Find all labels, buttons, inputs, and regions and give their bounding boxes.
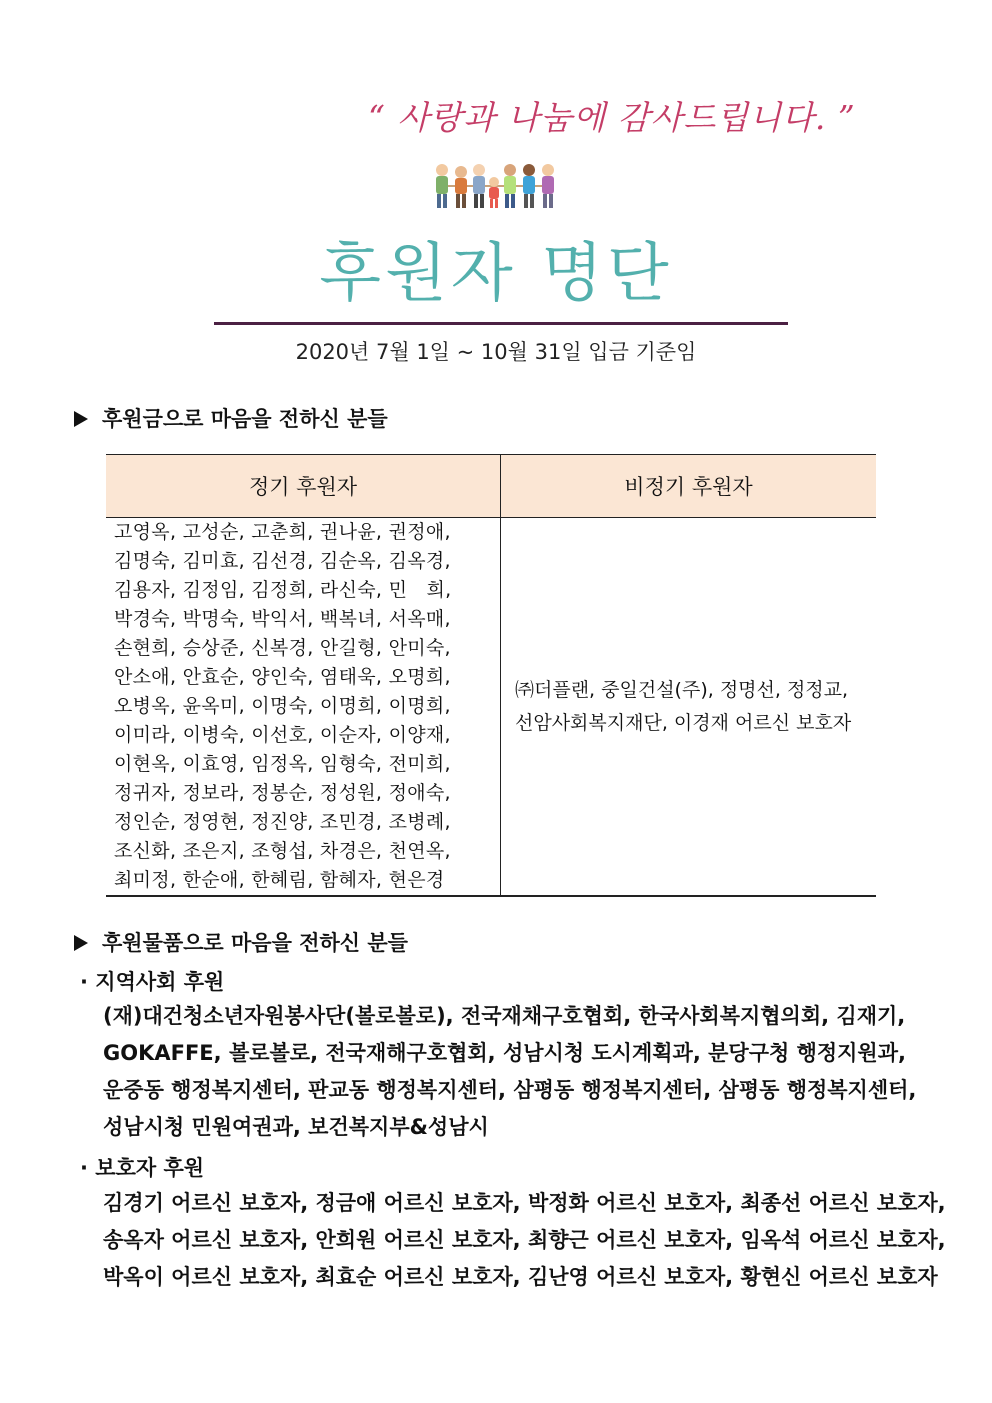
community-heading: · 지역사회 후원: [80, 970, 225, 994]
list-item: 고영옥, 고성순, 고춘희, 권나윤, 권정애,: [114, 521, 451, 543]
list-item: 오병옥, 윤옥미, 이명숙, 이명희, 이명희,: [114, 695, 451, 717]
triangle-bullet-icon: [74, 935, 88, 951]
list-item: 조신화, 조은지, 조형섭, 차경은, 천연옥,: [114, 840, 451, 862]
list-item: 송옥자 어르신 보호자, 안희원 어르신 보호자, 최향근 어르신 보호자, 임옥석 어르신 보호자,: [103, 1228, 946, 1252]
goods-heading-text: 후원물품으로 마음을 전하신 분들: [102, 931, 408, 955]
list-item: 성남시청 민원여권과, 보건복지부&성남시: [103, 1115, 489, 1139]
regular-donors-header: 정기 후원자: [106, 455, 501, 518]
slogan: “ 사랑과 나눔에 감사드립니다. ”: [368, 98, 856, 137]
irregular-donors-header: 비정기 후원자: [501, 455, 877, 518]
list-item: 안소애, 안효순, 양인숙, 염태욱, 오명희,: [114, 666, 451, 688]
page-title: 후원자 명단: [319, 237, 673, 311]
goods-heading: [74, 927, 408, 957]
list-item: (재)대건청소년자원봉사단(볼로볼로), 전국재채구호협회, 한국사회복지협의회, 김재기,: [103, 1004, 906, 1028]
list-item: 이현옥, 이효영, 임정옥, 임형숙, 전미희,: [114, 753, 451, 775]
list-item: 정인순, 정영현, 정진양, 조민경, 조병례,: [114, 811, 451, 833]
guardian-donors: [103, 1185, 946, 1296]
list-item: GOKAFFE, 볼로볼로, 전국재해구호협회, 성남시청 도시계획과, 분당구청 행정지원과,: [103, 1041, 906, 1065]
list-item: 이미라, 이병숙, 이선호, 이순자, 이양재,: [114, 724, 451, 746]
list-item: 손현희, 승상준, 신복경, 안길형, 안미숙,: [114, 637, 451, 659]
list-item: 김명숙, 김미효, 김선경, 김순옥, 김옥경,: [114, 550, 451, 572]
irregular-donors-cell: [501, 518, 877, 897]
community-donors: [103, 998, 933, 1146]
list-item: 선암사회복지재단, 이경재 어르신 보호자: [515, 711, 852, 734]
people-holding-hands-icon: [430, 160, 562, 212]
list-item: 최미정, 한순애, 한혜림, 함혜자, 현은경: [114, 869, 445, 891]
list-item: 정귀자, 정보라, 정봉순, 정성원, 정애숙,: [114, 782, 451, 804]
list-item: 운중동 행정복지센터, 판교동 행정복지센터, 삼평동 행정복지센터, 삼평동 행정복지센터,: [103, 1078, 917, 1102]
title-divider: [214, 322, 788, 325]
list-item: 김경기 어르신 보호자, 정금애 어르신 보호자, 박정화 어르신 보호자, 최종선 어르신 보호자,: [103, 1191, 946, 1215]
list-item: 김용자, 김정임, 김정희, 라신숙, 민 희,: [114, 579, 452, 601]
regular-donors-cell: [106, 518, 501, 897]
donations-heading: [74, 403, 388, 433]
list-item: 박경숙, 박명숙, 박익서, 백복녀, 서옥매,: [114, 608, 451, 630]
triangle-bullet-icon: [74, 411, 88, 427]
period-note: 2020년 7월 1일 ~ 10월 31일 입금 기준임: [295, 340, 697, 364]
list-item: ㈜더플랜, 중일건설(주), 정명선, 정정교,: [515, 678, 849, 701]
guardian-heading: · 보호자 후원: [80, 1156, 205, 1180]
donations-heading-text: 후원금으로 마음을 전하신 분들: [102, 407, 388, 431]
list-item: 박옥이 어르신 보호자, 최효순 어르신 보호자, 김난영 어르신 보호자, 황현신 어르신 보호자: [103, 1265, 938, 1289]
donor-table: [106, 454, 876, 897]
